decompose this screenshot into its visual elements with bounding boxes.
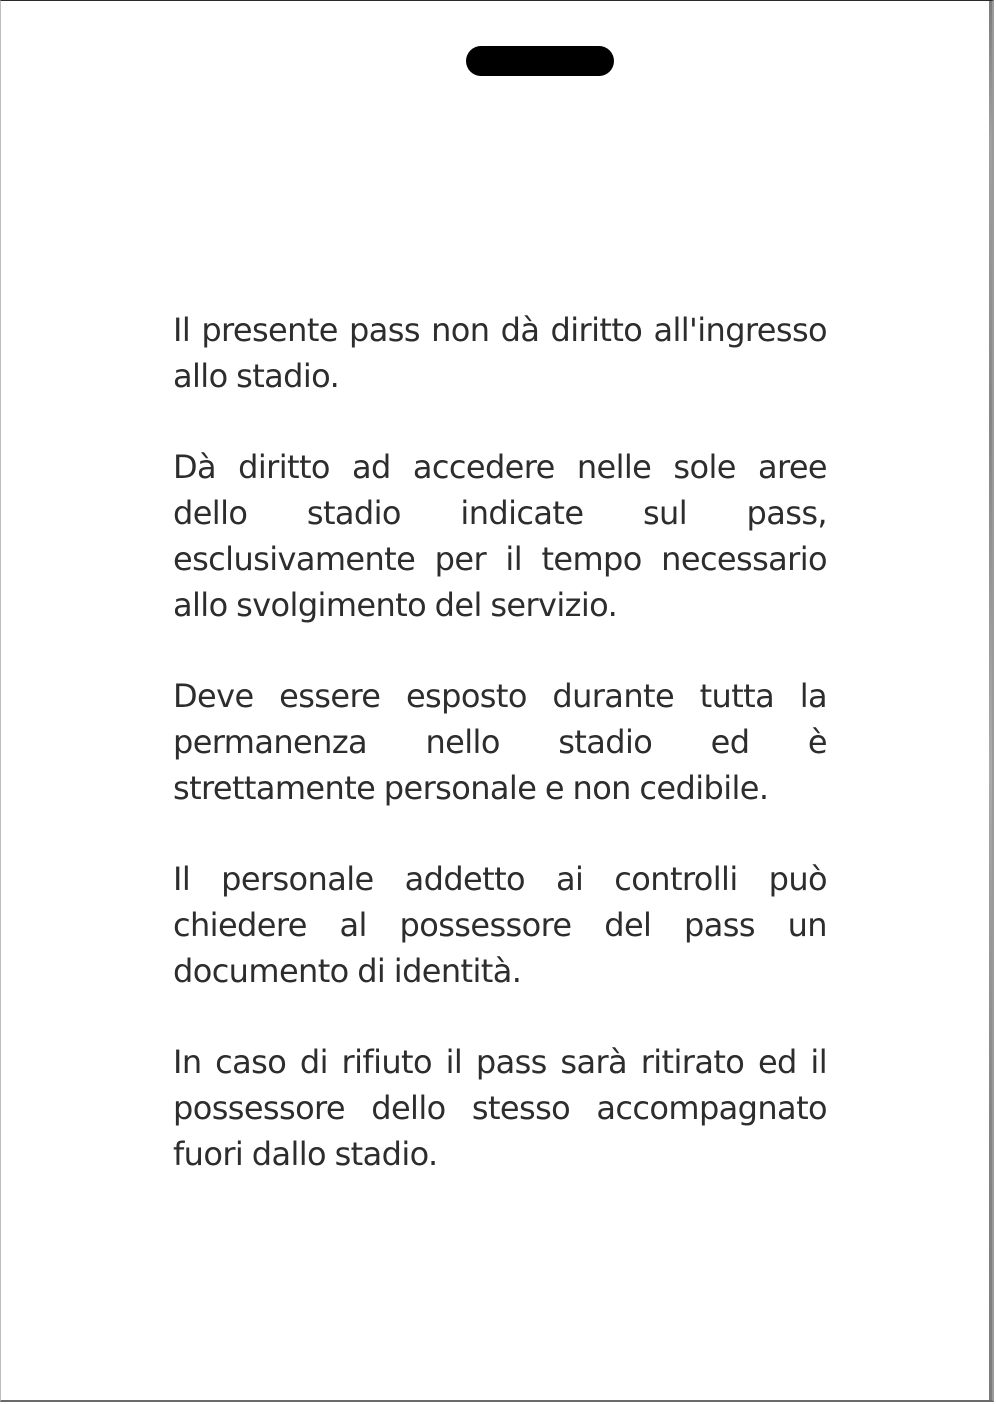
paragraph-access-areas: Dà diritto ad accedere nelle sole aree dello stadio indicate sul pass, esclusivamente per il tempo necessario allo svolgimento del servizio. bbox=[173, 448, 827, 624]
pass-conditions-text bbox=[173, 307, 827, 1222]
lanyard-slot-hole bbox=[466, 46, 614, 76]
paragraph-no-entry: Il presente pass non dà diritto all'ingresso allo stadio. bbox=[173, 311, 827, 395]
card-edge-shadow bbox=[989, 1, 992, 1400]
paragraph-identity-check: Il personale addetto ai controlli può chiedere al possessore del pass un documento di identità. bbox=[173, 860, 827, 990]
paragraph-refusal: In caso di rifiuto il pass sarà ritirato ed il possessore dello stesso accompagnato fuori dallo stadio. bbox=[173, 1043, 827, 1173]
paragraph-display-personal: Deve essere esposto durante tutta la permanenza nello stadio ed è strettamente personale e non cedibile. bbox=[173, 677, 827, 807]
